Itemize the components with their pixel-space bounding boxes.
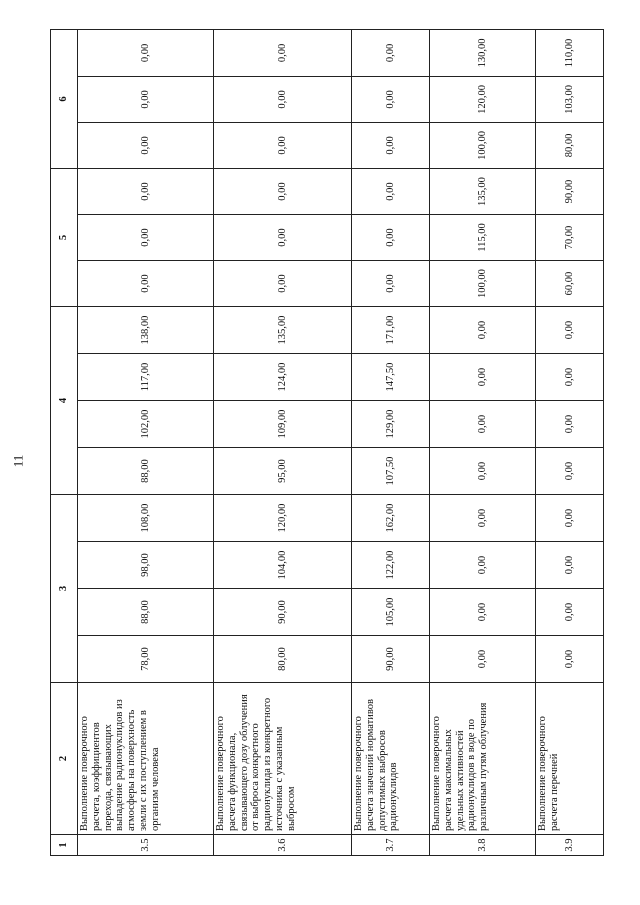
value-cell: 90,00 [214,589,352,636]
value-cell: 0,00 [430,495,536,542]
row-description: Выполнение поверочного расчета перечней [536,683,604,835]
value-cell: 0,00 [536,354,604,401]
value-cell: 0,00 [352,215,430,261]
row-code: 3.7 [352,835,430,856]
value-cell: 0,00 [352,76,430,122]
value-cell: 130,00 [430,29,536,76]
value-cell: 109,00 [214,401,352,448]
row-code: 3.5 [78,835,214,856]
value-cell: 108,00 [78,495,214,542]
value-cell: 0,00 [352,168,430,214]
value-cell: 135,00 [214,307,352,354]
table-row [352,29,430,855]
value-cell: 90,00 [536,168,604,214]
value-cell: 0,00 [214,76,352,122]
value-cell: 171,00 [352,307,430,354]
value-cell: 0,00 [430,589,536,636]
table-row [78,29,214,855]
tariff-table [50,29,604,856]
value-cell: 0,00 [78,168,214,214]
value-cell: 129,00 [352,401,430,448]
column-header-2: 2 [51,683,78,835]
row-description: Выполнение поверочного расчета значений нормативов допустимых выбросов радионуклидов [352,683,430,835]
value-cell: 0,00 [78,215,214,261]
value-cell: 138,00 [78,307,214,354]
value-cell: 120,00 [430,76,536,122]
column-header-1: 1 [51,835,78,856]
row-code: 3.9 [536,835,604,856]
value-cell: 147,50 [352,354,430,401]
value-cell: 0,00 [352,122,430,168]
value-cell: 115,00 [430,215,536,261]
value-cell: 100,00 [430,261,536,307]
value-cell: 103,00 [536,76,604,122]
value-cell: 95,00 [214,448,352,495]
value-cell: 0,00 [536,401,604,448]
value-cell: 124,00 [214,354,352,401]
row-code: 3.8 [430,835,536,856]
header-row [51,29,78,855]
value-cell: 0,00 [78,76,214,122]
column-header-3: 3 [51,495,78,683]
value-cell: 117,00 [78,354,214,401]
value-cell: 0,00 [536,542,604,589]
value-cell: 105,00 [352,589,430,636]
row-code: 3.6 [214,835,352,856]
row-description: Выполнение поверочного расчета, коэффициентов перехода, связывающих выпадение радионуклидов из атмосферы на поверхность земли с их поступлением в организм человека [78,683,214,835]
table-row [214,29,352,855]
value-cell: 80,00 [536,122,604,168]
value-cell: 0,00 [78,261,214,307]
value-cell: 0,00 [536,307,604,354]
value-cell: 0,00 [214,29,352,76]
value-cell: 162,00 [352,495,430,542]
value-cell: 88,00 [78,589,214,636]
value-cell: 0,00 [78,122,214,168]
value-cell: 98,00 [78,542,214,589]
value-cell: 0,00 [430,307,536,354]
row-description: Выполнение поверочного расчета функционала, связывающего дозу облучения от выброса конкретного радионуклида из конкретного источника с указанным выбросом [214,683,352,835]
value-cell: 120,00 [214,495,352,542]
value-cell: 0,00 [536,589,604,636]
value-cell: 88,00 [78,448,214,495]
value-cell: 0,00 [352,261,430,307]
value-cell: 0,00 [214,122,352,168]
page-number: 11 [10,454,26,468]
value-cell: 0,00 [430,354,536,401]
value-cell: 0,00 [536,495,604,542]
value-cell: 80,00 [214,636,352,683]
value-cell: 0,00 [430,636,536,683]
value-cell: 0,00 [78,29,214,76]
value-cell: 122,00 [352,542,430,589]
value-cell: 0,00 [430,542,536,589]
value-cell: 70,00 [536,215,604,261]
column-header-4: 4 [51,307,78,495]
value-cell: 102,00 [78,401,214,448]
table-row [536,29,604,855]
rotated-table-container [50,36,600,856]
value-cell: 0,00 [214,168,352,214]
value-cell: 135,00 [430,168,536,214]
value-cell: 0,00 [536,636,604,683]
row-description: Выполнение поверочного расчета максимальных удельных активностей радионуклидов в воде по различным путям облучения [430,683,536,835]
value-cell: 107,50 [352,448,430,495]
value-cell: 100,00 [430,122,536,168]
value-cell: 104,00 [214,542,352,589]
value-cell: 110,00 [536,29,604,76]
value-cell: 0,00 [536,448,604,495]
value-cell: 60,00 [536,261,604,307]
value-cell: 0,00 [352,29,430,76]
column-header-6: 6 [51,29,78,168]
column-header-5: 5 [51,168,78,306]
value-cell: 0,00 [430,401,536,448]
value-cell: 0,00 [214,261,352,307]
value-cell: 0,00 [430,448,536,495]
value-cell: 0,00 [214,215,352,261]
table-row [430,29,536,855]
value-cell: 90,00 [352,636,430,683]
value-cell: 78,00 [78,636,214,683]
